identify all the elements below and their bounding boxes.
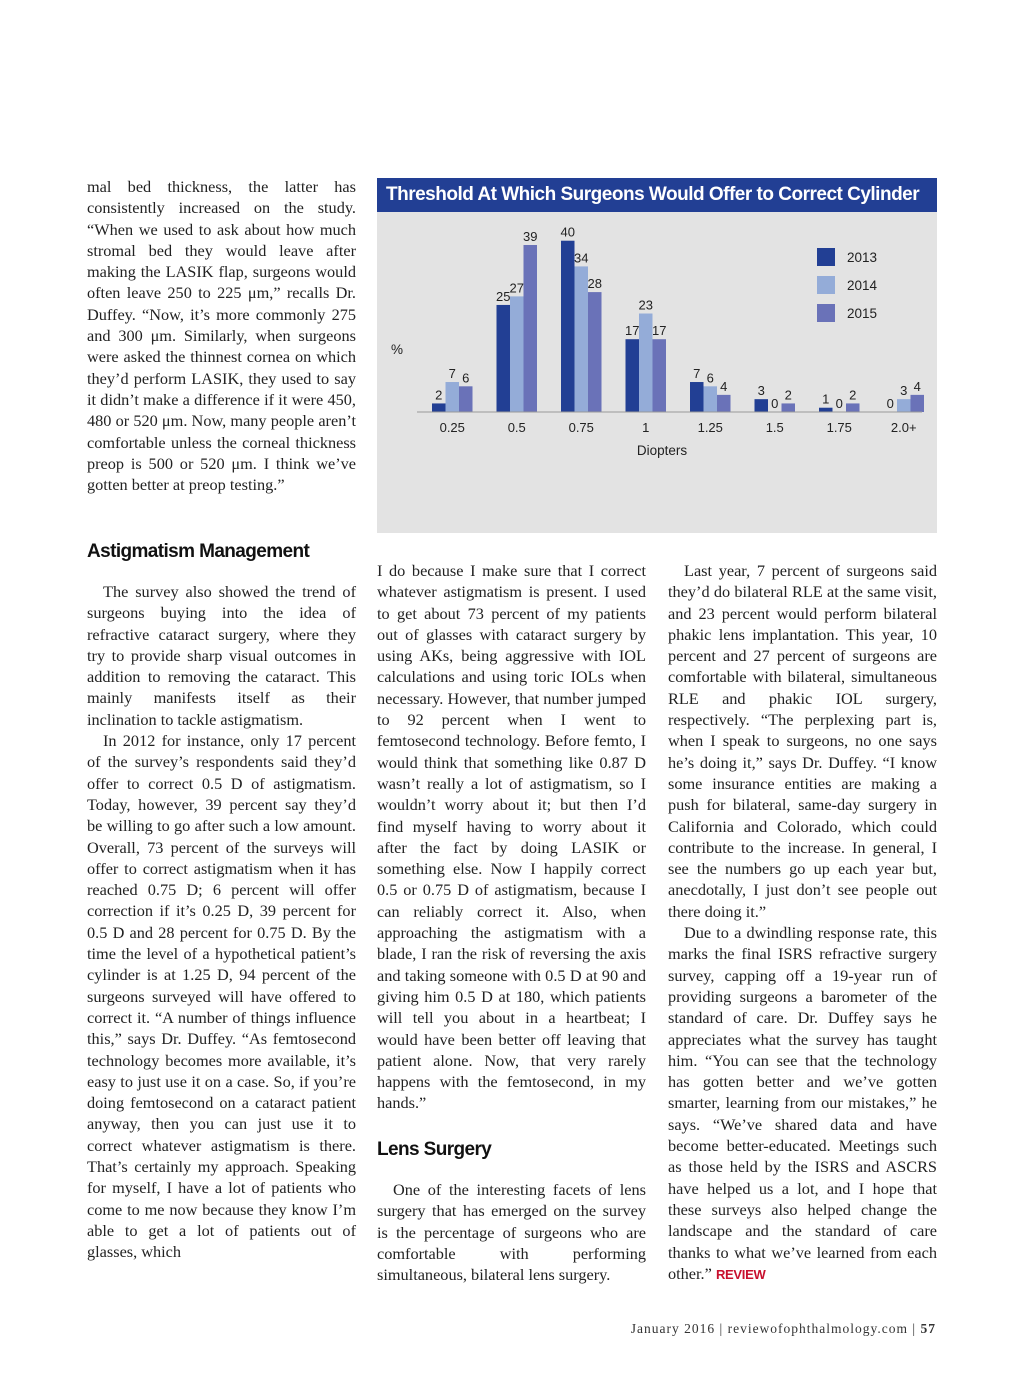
lens-surgery-heading: Lens Surgery — [377, 1139, 492, 1160]
section-heading-astigmatism — [87, 541, 356, 563]
legend-swatch-2013 — [817, 248, 835, 266]
bar-0.25-2015 — [459, 386, 473, 412]
lens-intro-paragraph: I do because I make sure that I correct whatever astigmatism is present. I used to get about 73 percent of my patients out of glasses with cataract surgery by using AKs, being aggressive with IOL calculations and using toric IOLs when necessary. However, that number jumped to 92 percent when I went to femtosecond technology. Before femto, I would think that something like 0.87 D wasn’t really a lot of astigmatism, so I wouldn’t worry about it; but then I’d find myself having to worry about it after the fact by doing LASIK or something else. Now I happily correct 0.5 or 0.75 D of astigmatism, because I can reliably correct it. Also, when approaching the astigmatism with a blade, I ran the risk of reversing the axis and taking someone with 0.5 D at 90 and giving him 0.5 D at 180, which patients will tell you about in a heartbeat; I would have been better off leaving that patient alone. Now, that very rarely happens with the femtosecond, in my hands.” — [377, 561, 646, 1113]
review-end-mark: REVIEW — [715, 1266, 766, 1282]
column-1 — [87, 176, 356, 495]
bar-1.25-2013 — [690, 382, 704, 412]
chart-plot — [377, 212, 937, 533]
bar-label-1.75-2013: 1 — [822, 391, 830, 407]
bar-label-2.0+-2013: 0 — [886, 396, 894, 411]
chart-title-bar — [377, 178, 937, 212]
bar-1-2013 — [626, 339, 640, 412]
bar-label-1.75-2014: 0 — [835, 396, 843, 411]
bar-0.5-2014 — [510, 296, 524, 412]
bar-label-1.25-2013: 7 — [693, 366, 701, 382]
x-tick-0.25: 0.25 — [439, 420, 465, 435]
x-tick-2.0+: 2.0+ — [890, 420, 917, 435]
bar-1-2014 — [639, 314, 653, 412]
x-axis-label: Diopters — [636, 443, 688, 458]
bar-label-1.25-2015: 4 — [720, 378, 728, 394]
bar-1.75-2015 — [846, 403, 860, 412]
chart-title: Threshold At Which Surgeons Would Offer to Correct Cylinder — [386, 184, 920, 205]
bar-label-0.25-2013: 2 — [435, 387, 443, 403]
bar-label-0.5-2015: 39 — [523, 229, 538, 244]
bar-1.5-2015 — [782, 403, 796, 412]
legend-label-2013: 2013 — [847, 250, 878, 265]
bar-label-0.25-2014: 7 — [448, 366, 456, 382]
x-tick-0.75: 0.75 — [568, 420, 594, 435]
legend-swatch-2014 — [817, 276, 835, 294]
bar-0.25-2014 — [446, 382, 460, 412]
bar-label-0.75-2015: 28 — [587, 276, 602, 292]
x-tick-1.25: 1.25 — [697, 420, 723, 435]
bar-label-1-2013: 17 — [625, 323, 640, 339]
astigmatism-paragraph-1: The survey also showed the trend of surgeons buying into the idea of refractive cataract surgery, where they try to provide sharp visual outcomes in addition to removing the cataract. This mainly manifests itself as their inclination to tackle astigmatism. — [87, 582, 356, 729]
bar-1.25-2014 — [704, 386, 718, 412]
bar-1.25-2015 — [717, 395, 731, 412]
lens-paragraph: One of the interesting facets of lens surgery that has emerged on the survey is the percentage of surgeons who are comfortable with performing simultaneous, bilateral lens surgery. — [377, 1180, 646, 1285]
bar-1.75-2013 — [819, 408, 833, 412]
astigmatism-heading: Astigmatism Management — [87, 541, 310, 562]
bar-0.5-2013 — [497, 305, 511, 412]
bar-0.5-2015 — [524, 245, 538, 412]
x-tick-0.5: 0.5 — [507, 420, 526, 435]
bar-label-2.0+-2015: 4 — [913, 378, 921, 394]
bar-2.0+-2015 — [911, 395, 925, 412]
x-tick-1.75: 1.75 — [826, 420, 852, 435]
bilateral-paragraph: Last year, 7 percent of surgeons said they’d do bilateral RLE at the same visit, and 23 percent would perform bilateral phakic lens implantation. This year, 10 percent and 27 percent of surgeons are comfortable with bilateral, simultaneous RLE and phakic IOL surgery, respectively. “The perplexing part is, when I speak to surgeons, no one says he’s doing it,” says Dr. Duffey. “I know some insurance entities are making a push for bilateral, same-day surgery in California and Colorado, which could contribute to the increase. In general, I see the numbers go up each year but, anecdotally, I just don’t see people out there doing it.” — [668, 561, 937, 921]
bar-2.0+-2014 — [897, 399, 911, 412]
bar-0.75-2015 — [588, 292, 602, 412]
bar-label-0.75-2014: 34 — [574, 250, 589, 266]
bar-label-1.25-2014: 6 — [706, 370, 714, 386]
bar-label-1.75-2015: 2 — [849, 387, 857, 403]
column-2-lower — [377, 1179, 646, 1285]
cylinder-threshold-chart — [377, 178, 937, 533]
column-2 — [377, 560, 646, 1114]
bar-label-1-2014: 23 — [638, 297, 653, 313]
bar-0.25-2013 — [432, 403, 446, 412]
bar-label-1.5-2015: 2 — [784, 387, 792, 403]
astigmatism-paragraph-2: In 2012 for instance, only 17 percent of the survey’s respondents said they’d offer to correct 0.5 D of astigmatism. Today, however, 39 percent say they’d be willing to go after such a low amount. Overall, 73 percent of the surveys will offer to correct astigmatism when it has reached 0.75 D; 6 percent will offer correction if it’s 0.25 D, 39 percent for 0.5 D and 28 percent for 0.75 D. By the time the level of a hypothetical patient’s cylinder is at 1.25 D, 94 percent of the surgeons surveyed will have offered to correct it. “A number of things influence this,” says Dr. Duffey. “As femtosecond technology becomes more available, it’s easy to just use it on a case. So, if you’re doing femtosecond on a cataract patient anyway, then you can just use it to correct whatever astigmatism is there. That’s certainly my approach. Speaking for myself, I have a lot of patients who come to me now because they know I’m able to get a lot of patients out of glasses, which — [87, 731, 356, 1262]
bar-1.5-2013 — [755, 399, 769, 412]
section-heading-lens — [377, 1139, 646, 1161]
x-tick-1.5: 1.5 — [765, 420, 784, 435]
x-tick-1: 1 — [642, 420, 650, 435]
y-axis-label: % — [390, 342, 404, 357]
bar-label-0.25-2015: 6 — [462, 370, 470, 386]
bar-label-0.75-2013: 40 — [560, 224, 575, 240]
bar-label-1.5-2013: 3 — [757, 383, 765, 399]
final-survey-paragraph — [668, 922, 937, 1285]
bar-0.75-2013 — [561, 241, 575, 412]
final-survey-text: Due to a dwindling response rate, this marks the final ISRS refractive surgery survey, capping off a 19-year run of providing surgeons a barometer of the standard of care. Dr. Duffey says he appreciates what the survey has taught him. “You can see that the technology has gotten better and we’ve gotten smarter, learning from our mistakes,” he says. “We’ve shared data and have become better-educated. Meetings such as those held by the ISRS and ASCRS have helped us a lot, and I hope that these surveys also helped change the landscape and the standard of care thanks to what we’ve learned from each other.” — [668, 923, 937, 1283]
page-footer — [631, 1321, 936, 1337]
legend-swatch-2015 — [817, 304, 835, 322]
bar-label-0.5-2013: 25 — [496, 288, 511, 304]
page-number: 57 — [920, 1321, 936, 1336]
legend-label-2015: 2015 — [847, 306, 878, 321]
bar-label-0.5-2014: 27 — [509, 280, 524, 296]
footer-text: January 2016 | reviewofophthalmology.com | — [630, 1321, 917, 1336]
intro-paragraph: mal bed thickness, the latter has consistently increased on the study. “When we used to ask about how much stromal bed they would leave after making the LASIK flap, surgeons would often leave 250 to 225 μm,” recalls Dr. Duffey. “Now, it’s more commonly 275 and 300 μm. Similarly, when surgeons were asked the thinnest cornea on which they’d perform LASIK, they used to say it didn’t make a difference if it were 450, 480 or 520 μm. Now, many people aren’t comfortable unless the corneal thickness preop is 500 or 520 μm. I think we’ve gotten better at preop testing.” — [87, 177, 356, 495]
column-1-lower — [87, 581, 356, 1263]
bar-label-2.0+-2014: 3 — [900, 383, 908, 399]
bar-label-1.5-2014: 0 — [771, 396, 779, 411]
bar-label-1-2015: 17 — [652, 323, 667, 339]
bar-0.75-2014 — [575, 266, 589, 412]
legend-label-2014: 2014 — [847, 278, 878, 293]
bar-1-2015 — [653, 339, 667, 412]
column-3 — [668, 560, 937, 1285]
